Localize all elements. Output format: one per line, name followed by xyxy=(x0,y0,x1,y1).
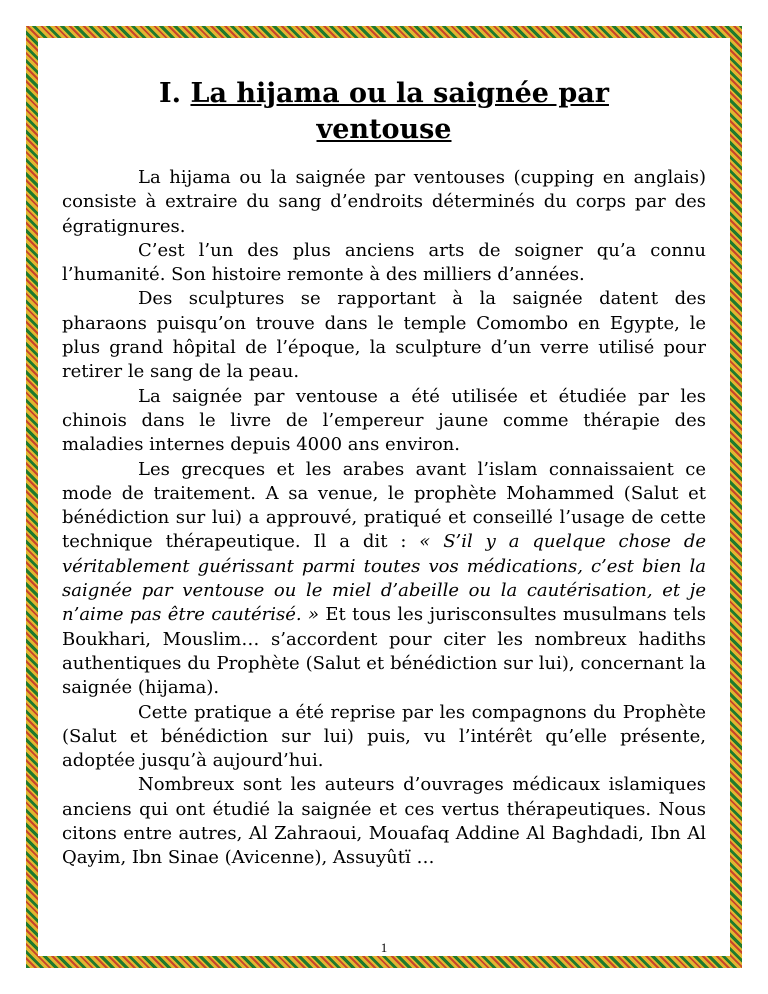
hadith-quote: « S’il y a quelque chose de véritablement guérissant parmi toutes vos médications, c’est bien la saignée par ventouse ou le miel d’abeille ou la cautérisation, et je n’aime pas être cautérisé. » xyxy=(62,531,706,626)
page-title xyxy=(102,76,666,148)
paragraph-hadith xyxy=(62,458,706,701)
paragraph-history: C’est l’un des plus anciens arts de soigner qu’a connu l’humanité. Son histoire remonte à des milliers d’années. xyxy=(62,239,706,286)
paragraph-chinese: La saignée par ventouse a été utilisée et étudiée par les chinois dans le livre de l’empereur jaune comme thérapie des maladies internes depuis 4000 ans environ. xyxy=(62,385,706,456)
title-number: I. xyxy=(159,78,182,109)
hadith-after: Et tous les jurisconsultes musulmans tels Boukhari, Mouslim… s’accordent pour citer les nombreux hadiths authentiques du Prophète (Salut et bénédiction sur lui), concernant la saignée (hijama). xyxy=(62,604,706,699)
paragraph-companions: Cette pratique a été reprise par les compagnons du Prophète (Salut et bénédiction sur lui) puis, vu l’intérêt qu’elle présente, adoptée jusqu’à aujourd’hui. xyxy=(62,701,706,772)
page-content xyxy=(62,76,706,871)
page-number: 1 xyxy=(380,940,388,955)
paragraph-authors: Nombreux sont les auteurs d’ouvrages médicaux islamiques anciens qui ont étudié la saignée et ces vertus thérapeutiques. Nous citons entre autres, Al Zahraoui, Mouafaq Addine Al Baghdadi, Ibn Al Qayim, Ibn Sinae (Avicenne), Assuyûtï … xyxy=(62,774,706,869)
paragraph-pharaohs: Des sculptures se rapportant à la saignée datent des pharaons puisqu’on trouve dans le temple Comombo en Egypte, le plus grand hôpital de l’époque, la sculpture d’un verre utilisé pour retirer le sang de la peau. xyxy=(62,288,706,383)
hadith-intro: Les grecques et les arabes avant l’islam connaissaient ce mode de traitement. A sa venue, le prophète Mohammed (Salut et bénédiction sur lui) a approuvé, pratiqué et conseillé l’usage de cette technique thérapeutique. Il a dit : xyxy=(62,458,706,553)
paragraph-definition: La hijama ou la saignée par ventouses (cupping en anglais) consiste à extraire du sang d’endroits déterminés du corps par des égratignures. xyxy=(62,167,706,237)
title-text: La hijama ou la saignée par ventouse xyxy=(190,78,609,145)
